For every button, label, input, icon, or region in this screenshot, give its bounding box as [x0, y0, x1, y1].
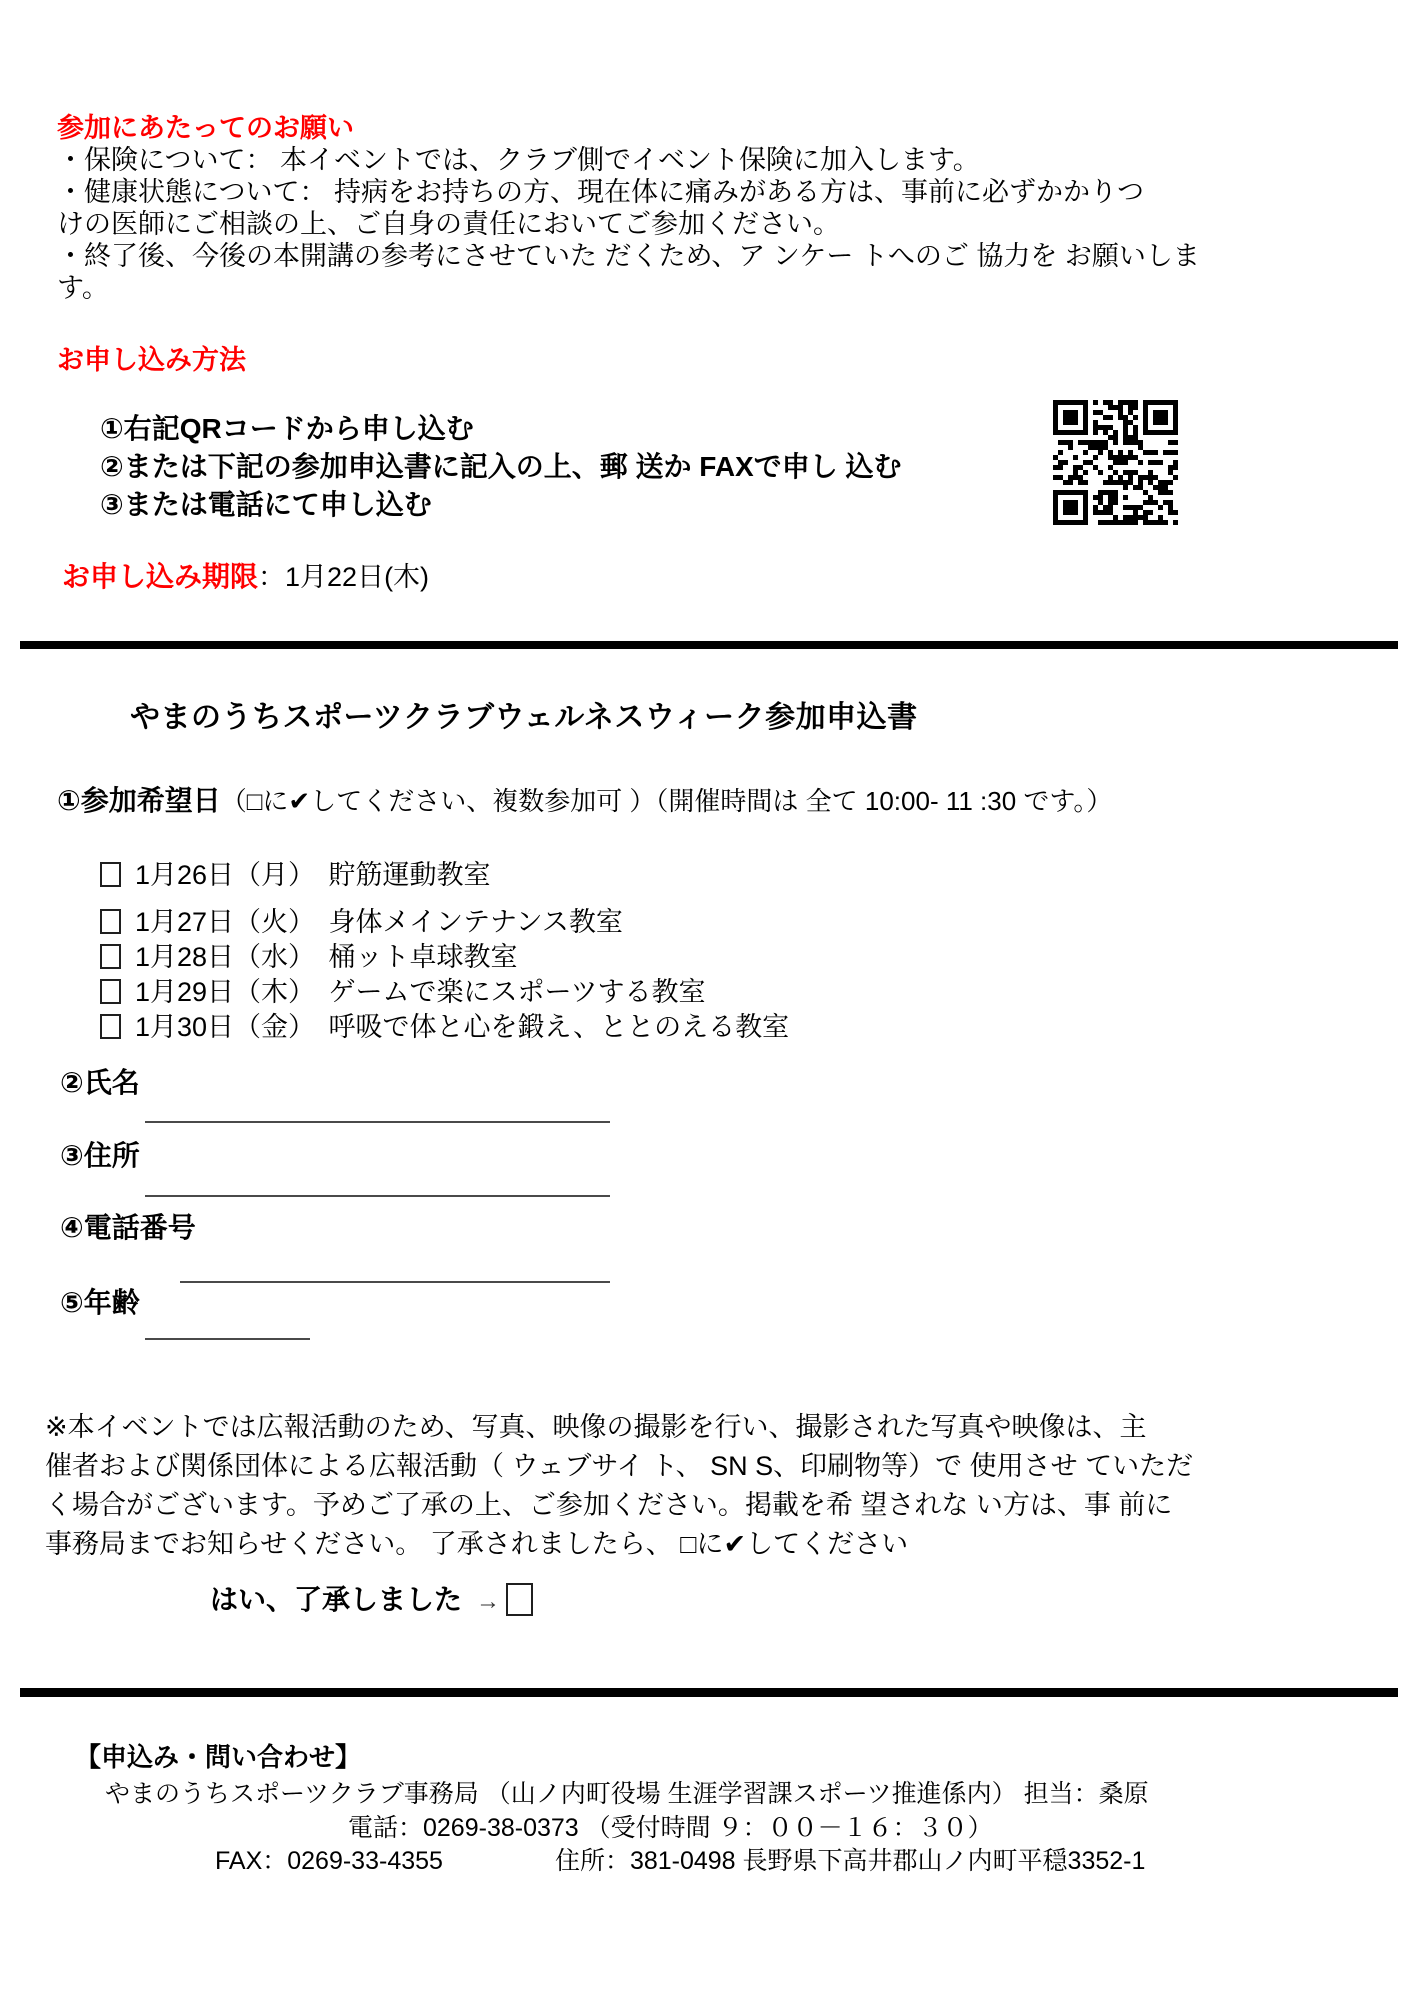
contact-phone-line: 電話：0269-38-0373 （受付時間 ９：００－１６：３０）	[348, 1814, 993, 1842]
notice-line-health-2: けの医師にご相談の上、ご自身の責任においてご参加ください。	[57, 209, 840, 239]
address-input-line[interactable]	[145, 1195, 610, 1197]
consent-checkbox[interactable]	[506, 1583, 533, 1616]
date-checkbox-wed[interactable]	[100, 944, 121, 969]
contact-fax: FAX：0269-33-4355	[215, 1847, 443, 1875]
contact-heading: 【申込み・問い合わせ】	[75, 1742, 362, 1772]
notice-line-survey-1: ・終了後、今後の本開講の参考にさせていた だくため、ア ンケー トへのご 協力を お願いしま	[57, 241, 1200, 271]
date-option-label: 1月27日（火） 身体メインテナンス教室	[135, 907, 623, 937]
deadline-line	[62, 560, 429, 594]
date-option-label: 1月28日（水） 桶ット卓球教室	[135, 942, 518, 972]
age-input-line[interactable]	[145, 1338, 310, 1340]
date-options-list	[100, 858, 789, 1045]
notice-heading: 参加にあたってのお願い	[57, 113, 354, 143]
phone-field-label: ④電話番号	[60, 1212, 196, 1243]
date-question-instruction: （□に✔してください、複数参加可 ）（開催時間は 全て 10:00- 11 :30 です。）	[220, 786, 1113, 816]
date-option-row	[100, 905, 789, 940]
date-question-label: ①参加希望日	[57, 785, 221, 816]
date-checkbox-thu[interactable]	[100, 979, 121, 1004]
date-question	[57, 785, 1112, 817]
deadline-label: お申し込み期限	[62, 561, 259, 592]
date-option-label: 1月26日（月） 貯筋運動教室	[135, 860, 491, 890]
phone-input-line[interactable]	[180, 1281, 610, 1283]
qr-code	[1053, 400, 1178, 525]
date-option-label: 1月30日（金） 呼吸で体と心を鍛え、ととのえる教室	[135, 1012, 790, 1042]
date-checkbox-fri[interactable]	[100, 1014, 121, 1039]
name-field-label: ②氏名	[60, 1067, 140, 1098]
consent-text: はい、了承しました	[210, 1584, 463, 1615]
notice-line-health-1: ・健康状態について： 持病をお持ちの方、現在体に痛みがある方は、事前に必ずかかりつ	[57, 177, 1144, 207]
notice-section	[57, 112, 1377, 376]
contact-office-line: やまのうちスポーツクラブ事務局 （山ノ内町役場 生涯学習課スポーツ推進係内） 担当：桑原	[105, 1780, 1149, 1808]
deadline-value: ：1月22日(木)	[258, 562, 430, 592]
disclaimer-line: く場合がございます。予めご了承の上、ご参加ください。掲載を希 望されな い方は、事 前に	[45, 1490, 1173, 1520]
apply-method-item-qr: ①右記QRコードから申し込む	[100, 413, 474, 444]
date-option-row	[100, 1010, 789, 1045]
date-checkbox-tue[interactable]	[100, 909, 121, 934]
date-option-row	[100, 975, 789, 1010]
apply-method-list	[100, 410, 902, 524]
date-option-row	[100, 858, 789, 893]
arrow-right-icon: →	[476, 1588, 501, 1615]
section-divider-top	[20, 641, 1398, 649]
date-option-label: 1月29日（木） ゲームで楽にスポーツする教室	[135, 977, 706, 1007]
section-divider-bottom	[20, 1688, 1398, 1697]
notice-line-survey-2: す。	[57, 273, 109, 303]
name-input-line[interactable]	[145, 1121, 610, 1123]
apply-method-heading: お申し込み方法	[57, 345, 246, 375]
age-field-label: ⑤年齢	[60, 1287, 140, 1318]
address-field-label: ③住所	[60, 1140, 140, 1171]
disclaimer-line: 事務局までお知らせください。 了承されましたら、 □に✔してください	[45, 1529, 909, 1559]
apply-method-item-phone: ③または電話にて申し込む	[100, 489, 432, 520]
disclaimer-section	[45, 1408, 1375, 1564]
form-title: やまのうちスポーツクラブウェルネスウィーク参加申込書	[130, 701, 918, 734]
consent-line	[210, 1583, 533, 1619]
contact-address: 住所：381-0498 長野県下高井郡山ノ内町平穏3352-1	[554, 1847, 1146, 1875]
date-checkbox-mon[interactable]	[100, 862, 121, 887]
disclaimer-line: ※本イベントでは広報活動のため、写真、映像の撮影を行い、撮影された写真や映像は、主	[45, 1412, 1147, 1442]
date-option-row	[100, 940, 789, 975]
apply-method-item-mail-fax: ②または下記の参加申込書に記入の上、郵 送か FAXで申し 込む	[100, 451, 902, 482]
notice-line-insurance: ・保険について： 本イベントでは、クラブ側でイベント保険に加入します。	[57, 145, 980, 175]
contact-fax-address-line	[215, 1846, 1145, 1876]
disclaimer-line: 催者および関係団体による広報活動（ ウェブサイ ト、 SN S、印刷物等）で 使用させ ていただ	[45, 1451, 1194, 1481]
